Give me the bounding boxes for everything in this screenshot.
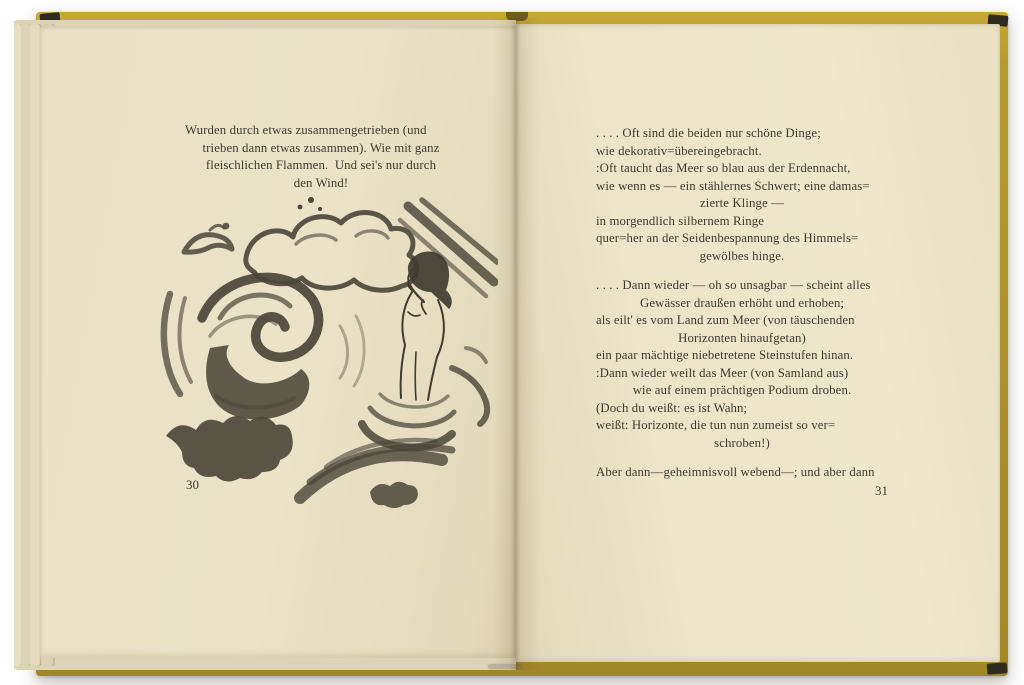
poem-stanza [596,277,888,452]
faint-pencil-mark [488,664,522,669]
poem-line: . . . . Dann wieder — oh so unsagbar — scheint alles [596,278,871,292]
poem-line: in morgendlich silbernem Ringe [596,213,765,228]
wave-strokes [164,197,497,508]
page-number-right: 31 [875,483,888,498]
poem-line: Aber dann—geheimnisvoll webend—; und aber dann [596,465,875,479]
left-page [40,26,516,658]
storm-waves-illustration [150,196,498,514]
poem-stanza [596,125,888,265]
nude-figure [401,251,452,400]
right-page-text [596,125,888,494]
poem-line: zierte Klinge — [700,196,784,210]
poem-line: (Doch du weißt: es ist Wahn; [596,400,748,415]
poem-line: wie auf einem prächtigen Podium droben. [632,383,852,397]
poem-line: wie wenn es — ein stählernes Schwert; eine damas= [596,178,870,193]
right-page [516,24,1000,662]
left-page-text [185,122,457,192]
poem-line: schroben!) [714,435,770,450]
cover-corner-bottom-right [987,662,1008,674]
poem-line: :Oft taucht das Meer so blau aus der Erdennacht, [596,161,851,175]
poem-line: ein paar mächtige niebetretene Steinstufen hinan. [596,348,854,362]
poem-line: :Dann wieder weilt das Meer (von Samland aus) [596,365,849,380]
poem-line: Horizonten hinaufgetan) [678,330,806,345]
poem-line: . . . . Oft sind die beiden nur schöne Dinge; [596,126,821,140]
poem-line: den Wind! [293,175,349,190]
poem-line: gewölbes hinge. [699,248,785,263]
poem-line: fleischlichen Flammen. Und sei's nur durch [205,158,437,172]
poem-line: trieben dann etwas zusammen). Wie mit ganz [202,140,440,155]
poem-line: Wurden durch etwas zusammengetrieben (und [185,123,427,137]
page-number-left: 30 [186,477,199,492]
poem-line: weißt: Horizonte, die tun nun zumeist so ver= [596,418,836,432]
poem-line: wie dekorativ=übereingebracht. [596,143,762,158]
poem-stanza [596,464,888,482]
poem-line: Gewässer draußen erhöht und erhoben; [639,295,844,310]
poem-line: als eilt' es vom Land zum Meer (von täuschenden [596,313,855,327]
poem-line: quer=her an der Seidenbespannung des Himmels= [596,231,859,245]
